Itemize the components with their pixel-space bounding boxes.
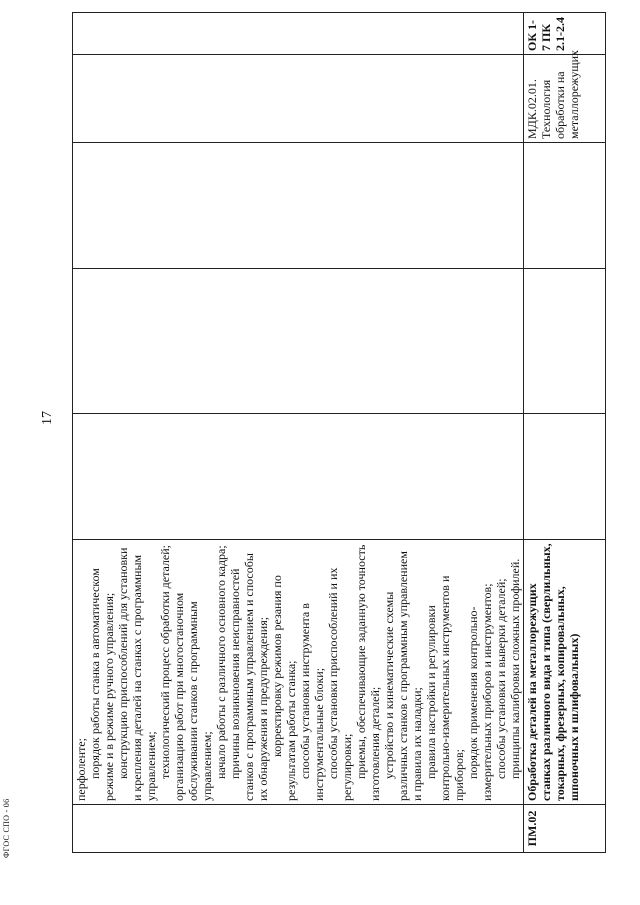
module-code: ПМ.02 xyxy=(524,805,606,853)
table-cell-col7 xyxy=(73,13,524,55)
page-number: 17 xyxy=(40,411,55,425)
knowledge-item: корректировку режимов резания по результатам работы станка; xyxy=(270,575,298,801)
table-cell-col4 xyxy=(73,269,524,414)
module-code-cell xyxy=(73,805,524,853)
knowledge-item: приемы, обеспечивающие заданную точность изготовления деталей; xyxy=(354,544,382,801)
knowledge-list xyxy=(74,543,522,801)
table-row-knowledge xyxy=(73,13,524,853)
knowledge-item: правила настройки и регулировки контрольно-измерительных инструментов и приборов; xyxy=(424,575,466,801)
table-cell-col3 xyxy=(524,414,606,540)
knowledge-list-cell xyxy=(73,540,524,805)
knowledge-item: устройство и кинематические схемы различных станков с программным управлением и правила их наладки; xyxy=(382,551,424,801)
knowledge-item: причины возникновения неисправностей станков с программным управлением и способы их обнаружения и предупреждения; xyxy=(228,553,270,801)
knowledge-item: перфоленте; xyxy=(74,737,88,801)
module-heading: Обработка деталей на металлорежущих станках различного вида и типа (сверлильных, токарных, фрезерных, копировальных, шпоночных и шлифовальных) xyxy=(524,540,606,805)
knowledge-item: порядок применения контрольно-измерительных приборов и инструментов; xyxy=(466,583,494,801)
knowledge-item: способы установки и выверки деталей; xyxy=(494,578,508,779)
knowledge-item: конструкцию приспособлений для установки и крепления деталей на станках с программным управлением; xyxy=(116,547,158,801)
table-row-module xyxy=(524,13,606,853)
knowledge-item: технологический процесс обработки деталей; xyxy=(158,545,172,779)
knowledge-item: принципы калибровки сложных профилей. xyxy=(508,558,522,779)
curriculum-table-sheet xyxy=(72,13,582,853)
table-cell-col5 xyxy=(73,143,524,269)
mdk-cell: МДК.02.01. Технология обработки на металлорежущих xyxy=(524,55,606,143)
footer-code: ФГОС СПО - 06 xyxy=(2,798,11,858)
knowledge-item: начало работы с различного основного кадра; xyxy=(214,545,228,779)
knowledge-item: порядок работы станка в автоматическом режиме и в режиме ручного управления; xyxy=(88,568,116,801)
knowledge-item: способы установки инструмента в инструментальные блоки; xyxy=(298,603,326,801)
table-cell-col3 xyxy=(73,414,524,540)
table-cell-col4 xyxy=(524,269,606,414)
curriculum-table xyxy=(72,12,606,853)
knowledge-item: способы установки приспособлений и их регулировки; xyxy=(326,567,354,801)
table-cell-col5 xyxy=(524,143,606,269)
competencies-cell: ОК 1-7 ПК 2.1-2.4 xyxy=(524,13,606,55)
table-cell-col6 xyxy=(73,55,524,143)
knowledge-item: организацию работ при многостаночном обслуживании станков с программным управлением; xyxy=(172,592,214,801)
